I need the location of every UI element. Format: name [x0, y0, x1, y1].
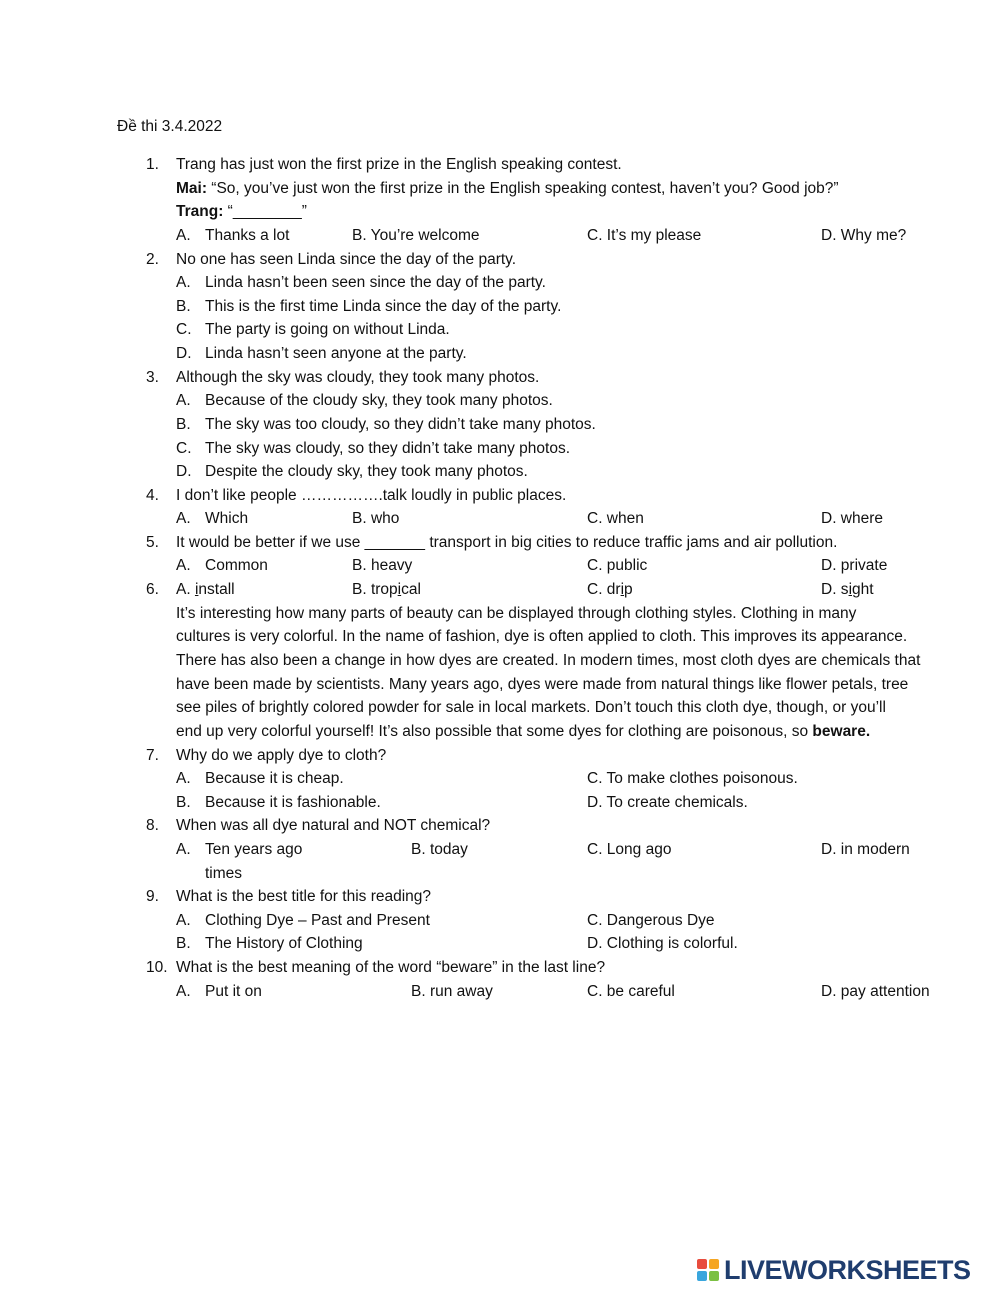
- option-d[interactable]: D. where: [821, 510, 884, 527]
- question-stem: What is the best meaning of the word “beware” in the last line?: [176, 959, 606, 976]
- page-title: Đề thi 3.4.2022: [117, 118, 223, 135]
- speaker-label: Mai:: [176, 180, 207, 197]
- option-text: Linda hasn’t been seen since the day of the party.: [205, 274, 546, 291]
- option-letter: A.: [176, 770, 191, 787]
- option-letter: A.: [176, 912, 191, 929]
- option-letter: C.: [176, 440, 192, 457]
- question-number: 6.: [146, 581, 159, 598]
- option-a-continued: times: [205, 865, 243, 882]
- logo-block-icon: [697, 1271, 707, 1281]
- option-letter: A.: [176, 392, 191, 409]
- option-d[interactable]: D. Clothing is colorful.: [587, 935, 738, 952]
- question-number: 1.: [146, 156, 159, 173]
- option-c[interactable]: C. To make clothes poisonous.: [587, 770, 798, 787]
- option-a[interactable]: A. install: [176, 581, 235, 598]
- option-text: This is the first time Linda since the day of the party.: [205, 298, 562, 315]
- option-b[interactable]: B. run away: [411, 983, 493, 1000]
- option-letter: A.: [176, 510, 191, 527]
- option-c[interactable]: C. Dangerous Dye: [587, 912, 715, 929]
- option-b[interactable]: B. You’re welcome: [352, 227, 480, 244]
- question-stem: Although the sky was cloudy, they took many photos.: [176, 369, 540, 386]
- option-a[interactable]: Because it is cheap.: [205, 770, 344, 787]
- option-b[interactable]: B. today: [411, 841, 468, 858]
- option-d[interactable]: D. in modern: [821, 841, 910, 858]
- option-b[interactable]: Because it is fashionable.: [205, 794, 381, 811]
- option-d[interactable]: D. To create chemicals.: [587, 794, 748, 811]
- option-letter: B.: [176, 935, 191, 952]
- question-number: 7.: [146, 747, 159, 764]
- option-b[interactable]: B. heavy: [352, 557, 413, 574]
- question-number: 8.: [146, 817, 159, 834]
- option-letter: A.: [176, 983, 191, 1000]
- option-c[interactable]: C. be careful: [587, 983, 675, 1000]
- option-c[interactable]: C. when: [587, 510, 644, 527]
- question-number: 5.: [146, 534, 159, 551]
- option-c[interactable]: C. It’s my please: [587, 227, 702, 244]
- option-text: The sky was cloudy, so they didn’t take many photos.: [205, 440, 571, 457]
- option-b[interactable]: The History of Clothing: [205, 935, 363, 952]
- option-a[interactable]: Clothing Dye – Past and Present: [205, 912, 430, 929]
- option-text: Because of the cloudy sky, they took many photos.: [205, 392, 553, 409]
- question-stem: Trang has just won the first prize in the English speaking contest.: [176, 156, 622, 173]
- option-c[interactable]: C. Long ago: [587, 841, 672, 858]
- question-number: 10.: [146, 959, 168, 976]
- logo-block-icon: [709, 1271, 719, 1281]
- option-d[interactable]: D. Why me?: [821, 227, 907, 244]
- option-letter: A.: [176, 557, 191, 574]
- option-letter: B.: [176, 794, 191, 811]
- option-a[interactable]: Which: [205, 510, 249, 527]
- option-letter: A.: [176, 274, 191, 291]
- option-text: Linda hasn’t seen anyone at the party.: [205, 345, 467, 362]
- option-a[interactable]: Put it on: [205, 983, 262, 1000]
- question-stem: It would be better if we use _______ transport in big cities to reduce traffic jams and air pollution.: [176, 534, 838, 551]
- option-b[interactable]: B. tropical: [352, 581, 421, 598]
- option-letter: C.: [176, 321, 192, 338]
- option-a[interactable]: Ten years ago: [205, 841, 303, 858]
- logo-icon: [697, 1259, 719, 1281]
- option-c[interactable]: C. drip: [587, 581, 633, 598]
- option-d[interactable]: D. pay attention: [821, 983, 930, 1000]
- question-number: 4.: [146, 487, 159, 504]
- option-letter: A.: [176, 841, 191, 858]
- logo-block-icon: [709, 1259, 719, 1269]
- option-text: The party is going on without Linda.: [205, 321, 450, 338]
- keyword-beware: beware.: [812, 723, 871, 740]
- option-a[interactable]: Thanks a lot: [205, 227, 290, 244]
- logo-block-icon: [697, 1259, 707, 1269]
- option-letter: A.: [176, 227, 191, 244]
- option-letter: B.: [176, 298, 191, 315]
- speaker-label: Trang:: [176, 203, 224, 220]
- liveworksheets-logo[interactable]: [697, 1253, 971, 1287]
- question-stem: No one has seen Linda since the day of the party.: [176, 251, 517, 268]
- option-a[interactable]: Common: [205, 557, 268, 574]
- option-text: Despite the cloudy sky, they took many photos.: [205, 463, 528, 480]
- option-letter: B.: [176, 416, 191, 433]
- dialogue-blank: “________”: [223, 203, 307, 220]
- question-stem: What is the best title for this reading?: [176, 888, 432, 905]
- question-stem: When was all dye natural and NOT chemical?: [176, 817, 491, 834]
- logo-text: LIVEWORKSHEETS: [724, 1254, 971, 1285]
- option-d[interactable]: D. private: [821, 557, 888, 574]
- option-d[interactable]: D. sight: [821, 581, 874, 598]
- question-stem: Why do we apply dye to cloth?: [176, 747, 387, 764]
- question-number: 9.: [146, 888, 159, 905]
- option-c[interactable]: C. public: [587, 557, 648, 574]
- question-number: 2.: [146, 251, 159, 268]
- question-stem: I don’t like people …………….talk loudly in public places.: [176, 487, 567, 504]
- dialogue-text: “So, you’ve just won the first prize in the English speaking contest, haven’t you? Good job?”: [207, 180, 839, 197]
- option-letter: D.: [176, 463, 192, 480]
- option-letter: D.: [176, 345, 192, 362]
- option-text: The sky was too cloudy, so they didn’t take many photos.: [205, 416, 596, 433]
- question-number: 3.: [146, 369, 159, 386]
- option-b[interactable]: B. who: [352, 510, 400, 527]
